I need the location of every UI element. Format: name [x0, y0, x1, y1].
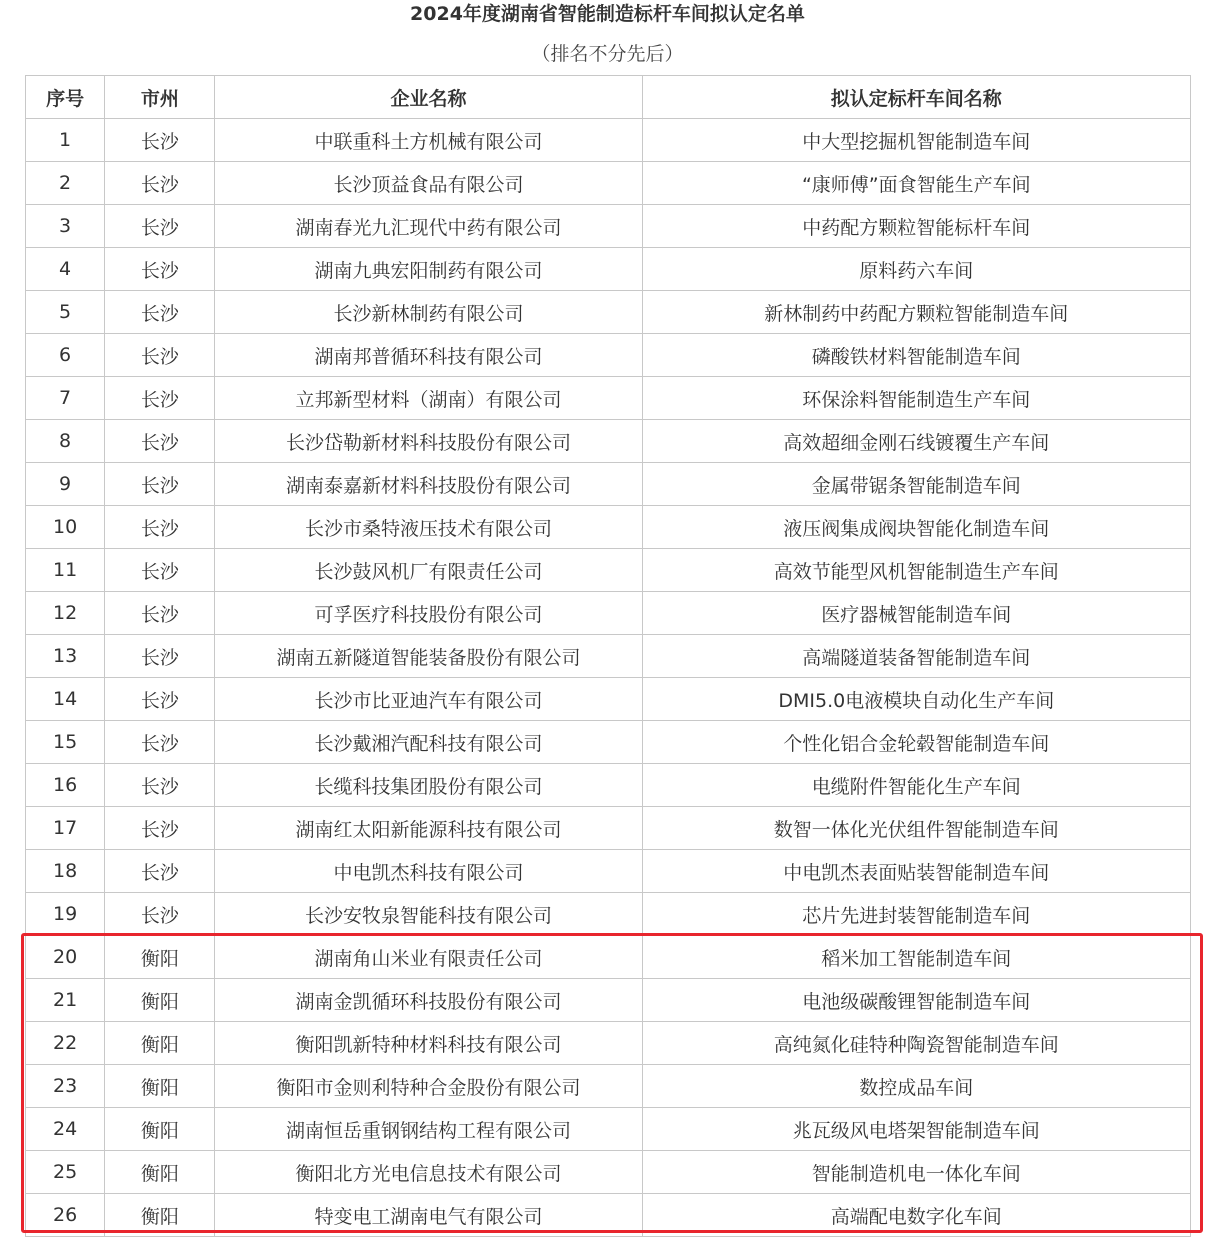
- cell-workshop: 高端隧道装备智能制造车间: [642, 635, 1190, 678]
- table-row: [26, 721, 1191, 764]
- cell-seq: 18: [26, 850, 105, 893]
- cell-company: 长沙新林制药有限公司: [215, 291, 642, 334]
- cell-seq: 15: [26, 721, 105, 764]
- cell-workshop: 中电凯杰表面贴装智能制造车间: [642, 850, 1190, 893]
- page-subtitle: （排名不分先后）: [531, 43, 684, 65]
- table-row: [26, 936, 1191, 979]
- cell-workshop: 智能制造机电一体化车间: [642, 1151, 1190, 1194]
- table-row: [26, 678, 1191, 721]
- cell-company: 湖南九典宏阳制药有限公司: [215, 248, 642, 291]
- cell-workshop: 兆瓦级风电塔架智能制造车间: [642, 1108, 1190, 1151]
- cell-seq: 26: [26, 1194, 105, 1237]
- cell-seq: 5: [26, 291, 105, 334]
- cell-city: 衡阳: [105, 1022, 215, 1065]
- cell-city: 衡阳: [105, 1108, 215, 1151]
- cell-company: 长缆科技集团股份有限公司: [215, 764, 642, 807]
- cell-workshop: 高纯氮化硅特种陶瓷智能制造车间: [642, 1022, 1190, 1065]
- cell-city: 衡阳: [105, 1194, 215, 1237]
- cell-workshop: 中药配方颗粒智能标杆车间: [642, 205, 1190, 248]
- cell-seq: 20: [26, 936, 105, 979]
- table-row: [26, 291, 1191, 334]
- cell-company: 衡阳凯新特种材料科技有限公司: [215, 1022, 642, 1065]
- cell-company: 湖南角山米业有限责任公司: [215, 936, 642, 979]
- cell-workshop: 金属带锯条智能制造车间: [642, 463, 1190, 506]
- cell-city: 长沙: [105, 850, 215, 893]
- cell-workshop: 原料药六车间: [642, 248, 1190, 291]
- table-row: [26, 420, 1191, 463]
- column-header-seq: 序号: [26, 76, 105, 119]
- cell-company: 可孚医疗科技股份有限公司: [215, 592, 642, 635]
- page-title: 2024年度湖南省智能制造标杆车间拟认定名单: [410, 3, 805, 25]
- cell-seq: 22: [26, 1022, 105, 1065]
- cell-city: 长沙: [105, 893, 215, 936]
- cell-seq: 7: [26, 377, 105, 420]
- cell-city: 长沙: [105, 420, 215, 463]
- cell-seq: 14: [26, 678, 105, 721]
- cell-city: 长沙: [105, 807, 215, 850]
- cell-city: 衡阳: [105, 1151, 215, 1194]
- cell-seq: 17: [26, 807, 105, 850]
- cell-city: 长沙: [105, 377, 215, 420]
- cell-workshop: DMI5.0电液模块自动化生产车间: [642, 678, 1190, 721]
- cell-seq: 24: [26, 1108, 105, 1151]
- cell-company: 特变电工湖南电气有限公司: [215, 1194, 642, 1237]
- list-table-container: [25, 75, 1191, 1237]
- cell-city: 长沙: [105, 592, 215, 635]
- cell-company: 长沙戴湘汽配科技有限公司: [215, 721, 642, 764]
- cell-company: 湖南邦普循环科技有限公司: [215, 334, 642, 377]
- table-row: [26, 979, 1191, 1022]
- cell-city: 长沙: [105, 334, 215, 377]
- cell-seq: 23: [26, 1065, 105, 1108]
- cell-company: 中联重科土方机械有限公司: [215, 119, 642, 162]
- cell-seq: 19: [26, 893, 105, 936]
- cell-city: 长沙: [105, 119, 215, 162]
- table-header-row: [26, 76, 1191, 119]
- cell-seq: 12: [26, 592, 105, 635]
- table-row: [26, 592, 1191, 635]
- cell-company: 长沙市桑特液压技术有限公司: [215, 506, 642, 549]
- cell-seq: 21: [26, 979, 105, 1022]
- table-row: [26, 334, 1191, 377]
- cell-workshop: 数智一体化光伏组件智能制造车间: [642, 807, 1190, 850]
- cell-city: 长沙: [105, 248, 215, 291]
- cell-city: 衡阳: [105, 1065, 215, 1108]
- cell-seq: 10: [26, 506, 105, 549]
- table-row: [26, 635, 1191, 678]
- cell-seq: 11: [26, 549, 105, 592]
- cell-city: 长沙: [105, 721, 215, 764]
- table-row: [26, 1065, 1191, 1108]
- cell-company: 湖南恒岳重钢钢结构工程有限公司: [215, 1108, 642, 1151]
- cell-company: 湖南春光九汇现代中药有限公司: [215, 205, 642, 248]
- cell-seq: 25: [26, 1151, 105, 1194]
- cell-workshop: 芯片先进封装智能制造车间: [642, 893, 1190, 936]
- table-row: [26, 893, 1191, 936]
- table-body: [26, 119, 1191, 1237]
- column-header-company: 企业名称: [215, 76, 642, 119]
- cell-company: 长沙市比亚迪汽车有限公司: [215, 678, 642, 721]
- cell-workshop: 新林制药中药配方颗粒智能制造车间: [642, 291, 1190, 334]
- cell-company: 中电凯杰科技有限公司: [215, 850, 642, 893]
- table-row: [26, 764, 1191, 807]
- cell-workshop: “康师傅”面食智能生产车间: [642, 162, 1190, 205]
- cell-company: 长沙岱勒新材料科技股份有限公司: [215, 420, 642, 463]
- cell-city: 长沙: [105, 162, 215, 205]
- cell-company: 长沙顶益食品有限公司: [215, 162, 642, 205]
- table-row: [26, 377, 1191, 420]
- table-row: [26, 506, 1191, 549]
- table-row: [26, 807, 1191, 850]
- cell-city: 长沙: [105, 506, 215, 549]
- cell-workshop: 高效节能型风机智能制造生产车间: [642, 549, 1190, 592]
- table-row: [26, 205, 1191, 248]
- cell-seq: 6: [26, 334, 105, 377]
- cell-workshop: 中大型挖掘机智能制造车间: [642, 119, 1190, 162]
- cell-company: 湖南红太阳新能源科技有限公司: [215, 807, 642, 850]
- cell-seq: 8: [26, 420, 105, 463]
- cell-workshop: 电池级碳酸锂智能制造车间: [642, 979, 1190, 1022]
- cell-city: 长沙: [105, 463, 215, 506]
- cell-city: 长沙: [105, 764, 215, 807]
- table-row: [26, 248, 1191, 291]
- cell-workshop: 个性化铝合金轮毂智能制造车间: [642, 721, 1190, 764]
- cell-seq: 3: [26, 205, 105, 248]
- cell-workshop: 磷酸铁材料智能制造车间: [642, 334, 1190, 377]
- cell-company: 衡阳市金则利特种合金股份有限公司: [215, 1065, 642, 1108]
- cell-seq: 1: [26, 119, 105, 162]
- cell-workshop: 稻米加工智能制造车间: [642, 936, 1190, 979]
- cell-city: 长沙: [105, 205, 215, 248]
- cell-city: 长沙: [105, 291, 215, 334]
- cell-seq: 2: [26, 162, 105, 205]
- cell-workshop: 电缆附件智能化生产车间: [642, 764, 1190, 807]
- cell-workshop: 数控成品车间: [642, 1065, 1190, 1108]
- cell-company: 衡阳北方光电信息技术有限公司: [215, 1151, 642, 1194]
- cell-city: 衡阳: [105, 979, 215, 1022]
- table-row: [26, 850, 1191, 893]
- cell-city: 长沙: [105, 678, 215, 721]
- table-row: [26, 1194, 1191, 1237]
- table-row: [26, 1108, 1191, 1151]
- table-row: [26, 549, 1191, 592]
- cell-workshop: 高效超细金刚石线镀覆生产车间: [642, 420, 1190, 463]
- table-row: [26, 162, 1191, 205]
- table-row: [26, 1151, 1191, 1194]
- cell-seq: 13: [26, 635, 105, 678]
- table-row: [26, 1022, 1191, 1065]
- cell-seq: 4: [26, 248, 105, 291]
- cell-workshop: 液压阀集成阀块智能化制造车间: [642, 506, 1190, 549]
- cell-company: 湖南五新隧道智能装备股份有限公司: [215, 635, 642, 678]
- workshop-list-table: [25, 75, 1191, 1237]
- cell-company: 长沙鼓风机厂有限责任公司: [215, 549, 642, 592]
- column-header-city: 市州: [105, 76, 215, 119]
- cell-workshop: 高端配电数字化车间: [642, 1194, 1190, 1237]
- cell-workshop: 医疗器械智能制造车间: [642, 592, 1190, 635]
- cell-city: 长沙: [105, 549, 215, 592]
- cell-seq: 16: [26, 764, 105, 807]
- cell-company: 长沙安牧泉智能科技有限公司: [215, 893, 642, 936]
- cell-company: 立邦新型材料（湖南）有限公司: [215, 377, 642, 420]
- cell-seq: 9: [26, 463, 105, 506]
- cell-workshop: 环保涂料智能制造生产车间: [642, 377, 1190, 420]
- column-header-workshop: 拟认定标杆车间名称: [642, 76, 1190, 119]
- table-row: [26, 119, 1191, 162]
- table-row: [26, 463, 1191, 506]
- cell-city: 衡阳: [105, 936, 215, 979]
- cell-company: 湖南泰嘉新材料科技股份有限公司: [215, 463, 642, 506]
- cell-company: 湖南金凯循环科技股份有限公司: [215, 979, 642, 1022]
- cell-city: 长沙: [105, 635, 215, 678]
